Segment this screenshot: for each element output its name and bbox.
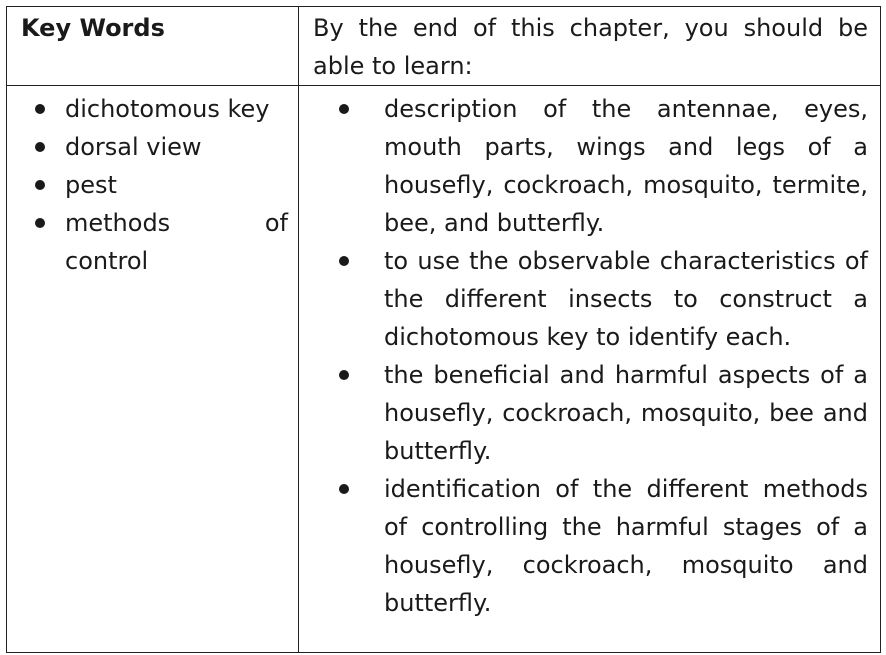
key-word-item: dorsal view — [21, 128, 288, 166]
objectives-cell — [299, 86, 881, 653]
key-words-heading: Key Words — [7, 7, 299, 86]
objective-item: description of the antennae, eyes, mouth parts, wings and legs of a housefly, cockroach, mosquito, termite, bee, and butterfly. — [337, 90, 868, 242]
key-words-cell — [7, 86, 299, 653]
key-word-item: dichotomous key — [21, 90, 288, 128]
key-words-table — [6, 6, 881, 653]
key-words-list — [21, 90, 288, 280]
objectives-list — [337, 90, 868, 622]
objective-item: the beneficial and harmful aspects of a housefly, cockroach, mosquito, bee and butterfly. — [337, 356, 868, 470]
objective-item: to use the observable characteristics of the different insects to construct a dichotomous key to identify each. — [337, 242, 868, 356]
objectives-intro: By the end of this chapter, you should be able to learn: — [299, 7, 881, 86]
objective-item: identification of the different methods of controlling the harmful stages of a housefly, cockroach, mosquito and butterfly. — [337, 470, 868, 622]
key-word-item: pest — [21, 166, 288, 204]
table-header-row — [7, 7, 881, 86]
key-word-item: methods of control — [21, 204, 288, 280]
table-body-row — [7, 86, 881, 653]
